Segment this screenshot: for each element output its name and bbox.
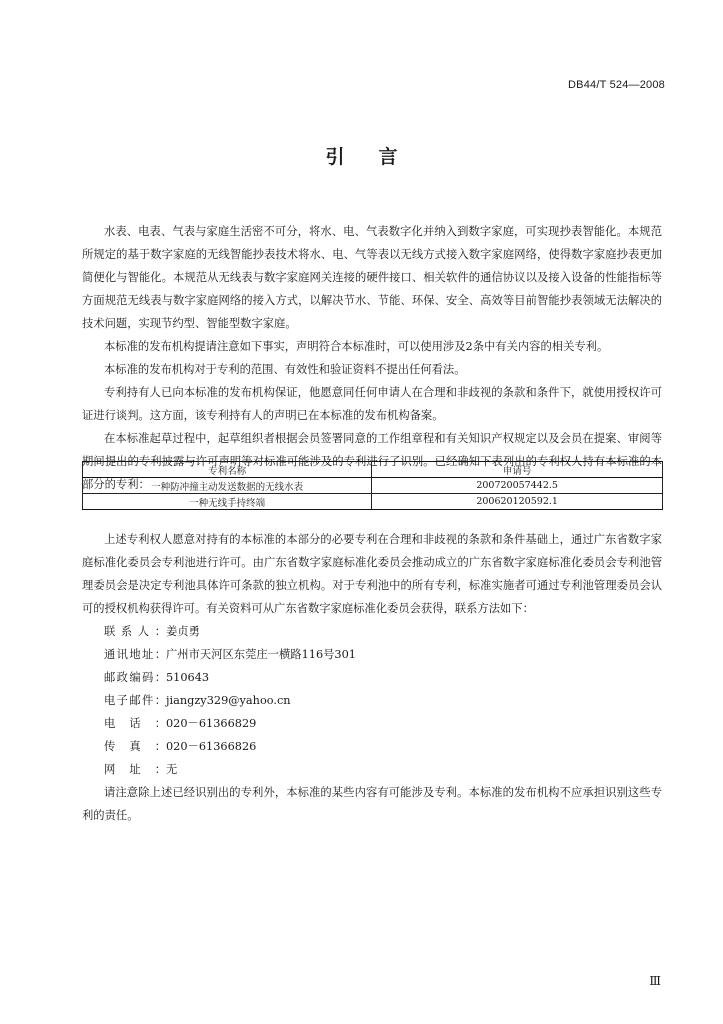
page-number: Ⅲ <box>649 974 661 988</box>
standard-code: DB44/T 524—2008 <box>568 79 665 91</box>
contact-label: 传真： <box>104 740 166 753</box>
page-title: 引言 <box>325 146 432 168</box>
application-number-cell: 200620120592.1 <box>372 494 663 510</box>
contact-item <box>82 735 662 758</box>
contact-value: 姜贞勇 <box>166 625 200 638</box>
contact-value: 广州市天河区东莞庄一横路116号301 <box>166 648 356 661</box>
contact-list <box>82 620 662 781</box>
contact-item <box>82 643 662 666</box>
patent-table <box>82 461 663 510</box>
contact-item <box>82 666 662 689</box>
contact-label: 电子邮件： <box>104 694 166 707</box>
intro-paragraph: 专利持有人已向本标准的发布机构保证，他愿意同任何申请人在合理和非歧视的条款和条件下，就使用授权许可证进行谈判。这方面，该专利持有人的声明已在本标准的发布机构备案。 <box>82 386 662 422</box>
contact-value: 020－61366826 <box>166 740 257 753</box>
contact-label: 通讯地址： <box>104 648 166 661</box>
intro-paragraph: 本标准的发布机构提请注意如下事实，声明符合本标准时，可以使用涉及2条中有关内容的相关专利。 <box>104 340 609 353</box>
contact-label: 电话： <box>104 717 166 730</box>
closing-paragraph: 请注意除上述已经识别出的专利外，本标准的某些内容有可能涉及专利。本标准的发布机构不应承担识别这些专利的责任。 <box>82 786 662 822</box>
patent-name-cell: 一种无线手持终端 <box>83 494 372 510</box>
intro-paragraph: 水表、电表、气表与家庭生活密不可分，将水、电、气表数字化并纳入到数字家庭，可实现抄表智能化。本规范所规定的基于数字家庭的无线智能抄表技术将水、电、气等表以无线方式接入数字家庭网络，使得数字家庭抄表更加简便化与智能化。本规范从无线表与数字家庭网关连接的硬件接口、相关软件的通信协议以及接入设备的性能指标等方面规范无线表与数字家庭网络的接入方式，以解决节水、节能、环保、安全、高效等目前智能抄表领域无法解决的技术问题，实现节约型、智能型数字家庭。 <box>82 225 662 330</box>
table-header-row <box>83 462 663 478</box>
table-row <box>83 478 663 494</box>
contact-value: jiangzy329@yahoo.cn <box>166 694 291 707</box>
contact-label: 联系人： <box>104 625 166 638</box>
intro-paragraph: 本标准的发布机构对于专利的范围、有效性和验证资料不提出任何看法。 <box>104 363 466 376</box>
contact-value: 无 <box>166 763 178 776</box>
contact-item <box>82 620 662 643</box>
contact-value: 020－61366829 <box>166 717 257 730</box>
license-paragraph: 上述专利权人愿意对持有的本标准的本部分的必要专利在合理和非歧视的条款和条件基础上，通过广东省数字家庭标准化委员会专利池进行许可。由广东省数字家庭标准化委员会推动成立的广东省数字家庭标准化委员会专利池管理委员会是决定专利池具体许可条款的独立机构。对于专利池中的所有专利，标准实施者可通过专利池管理委员会认可的授权机构获得许可。有关资料可从广东省数字家庭标准化委员会获得，联系方法如下： <box>82 533 662 615</box>
contact-value: 510643 <box>166 671 210 684</box>
patent-name-cell: 一种防冲撞主动发送数据的无线水表 <box>83 478 372 494</box>
contact-item <box>82 758 662 781</box>
contact-item <box>82 689 662 712</box>
intro-section <box>82 220 662 496</box>
intro-paragraph: 在本标准起草过程中，起草组织者根据会员签署同意的工作组章程和有关知识产权规定以及会员在提案、审阅等期间提出的专利披露与许可声明等对标准可能涉及的专利进行了识别。已经确知下表列出的专利权人持有本标准的本部分的专利： <box>82 432 662 491</box>
application-number-cell: 200720057442.5 <box>372 478 663 494</box>
table-row <box>83 494 663 510</box>
contact-label: 网址： <box>104 763 166 776</box>
column-header-application-number: 申请号 <box>372 462 663 478</box>
license-section <box>82 528 662 827</box>
column-header-patent-name: 专利名称 <box>83 462 372 478</box>
contact-label: 邮政编码： <box>104 671 166 684</box>
contact-item <box>82 712 662 735</box>
